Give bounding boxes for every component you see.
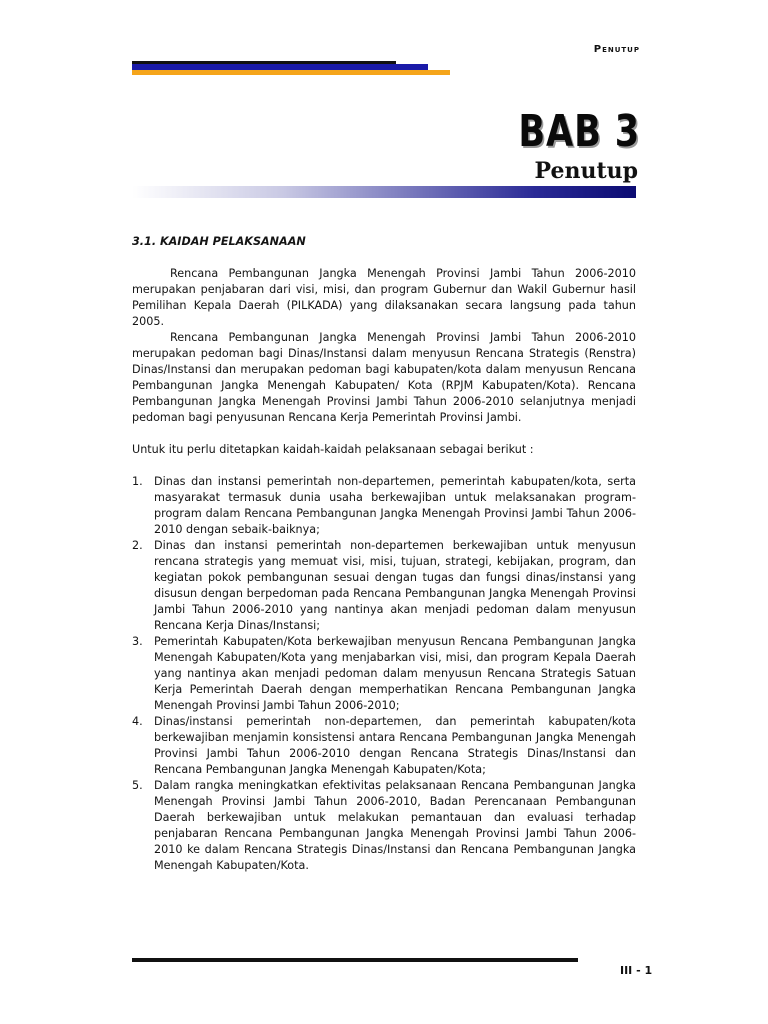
list-item-number: 5. <box>132 779 143 792</box>
list-item-text: Dinas/instansi pemerintah non-departemen, dan pemerintah kabupaten/kota berkewajiban menjamin konsistensi antara Rencana Pembangunan Jangka Menengah Provinsi Jambi Tahun 2006-2010 dengan Rencana Strategis Dinas/Instansi dan Rencana Pembangunan Jangka Menengah Kabupaten/Kota; <box>154 715 636 776</box>
list-item <box>132 538 636 634</box>
header-bar-orange <box>132 70 450 75</box>
intro-line: Untuk itu perlu ditetapkan kaidah-kaidah pelaksanaan sebagai berikut : <box>132 443 534 456</box>
paragraph: Rencana Pembangunan Jangka Menengah Provinsi Jambi Tahun 2006-2010 merupakan penjabaran dari visi, misi, dan program Gubernur dan Wakil Gubernur hasil Pemilihan Kepala Daerah (PILKADA) yang dilaksanakan secara langsung pada tahun 2005. <box>132 267 636 328</box>
spacer <box>132 426 636 442</box>
list-item-number: 2. <box>132 539 143 552</box>
list-item-number: 1. <box>132 475 143 488</box>
running-header: Penutup <box>593 44 640 55</box>
footer-rule <box>132 958 578 962</box>
list-item <box>132 634 636 714</box>
spacer <box>132 458 636 474</box>
document-body <box>132 234 636 874</box>
list-item-number: 4. <box>132 715 143 728</box>
chapter-number: BAB 3 <box>518 106 640 157</box>
page-number: III - 1 <box>620 964 653 977</box>
section-heading: 3.1. KAIDAH PELAKSANAAN <box>132 235 306 248</box>
list-item <box>132 474 636 538</box>
list-item-text: Dalam rangka meningkatkan efektivitas pelaksanaan Rencana Pembangunan Jangka Menengah Provinsi Jambi Tahun 2006-2010, Badan Perencanaan Pembangunan Daerah berkewajiban untuk melakukan pemantauan dan evaluasi terhadap penjabaran Rencana Pembangunan Jangka Menengah Provinsi Jambi Tahun 2006-2010 ke dalam Rencana Strategis Dinas/Instansi dan Rencana Pembangunan Jangka Menengah Kabupaten/Kota. <box>154 779 636 872</box>
list-item <box>132 778 636 874</box>
rules-list <box>132 474 636 874</box>
list-item-text: Pemerintah Kabupaten/Kota berkewajiban menyusun Rencana Pembangunan Jangka Menengah Kabupaten/Kota yang menjabarkan visi, misi, dan program Kepala Daerah yang nantinya akan menjadi pedoman dalam menyusun Rencana Strategis Satuan Kerja Pemerintah Daerah dengan memperhatikan Rencana Pembangunan Jangka Menengah Provinsi Jambi Tahun 2006-2010; <box>154 635 636 712</box>
chapter-title-rule <box>132 186 636 198</box>
list-item-text: Dinas dan instansi pemerintah non-departemen, pemerintah kabupaten/kota, serta masyarakat termasuk dunia usaha berkewajiban untuk melaksanakan program-program dalam Rencana Pembangunan Jangka Menengah Provinsi Jambi Tahun 2006-2010 dengan sebaik-baiknya; <box>154 475 636 536</box>
chapter-title: Penutup <box>534 158 638 184</box>
list-item-number: 3. <box>132 635 143 648</box>
list-item-text: Dinas dan instansi pemerintah non-departemen berkewajiban untuk menyusun rencana strategis yang memuat visi, misi, tujuan, strategi, kebijakan, program, dan kegiatan pokok pembangunan sesuai dengan tugas dan fungsi dinas/instansi yang disusun dengan berpedoman pada Rencana Pembangunan Jangka Menengah Provinsi Jambi Tahun 2006-2010 yang nantinya akan menjadi pedoman dalam menyusun Rencana Kerja Dinas/Instansi; <box>154 539 636 632</box>
list-item <box>132 714 636 778</box>
paragraph: Rencana Pembangunan Jangka Menengah Provinsi Jambi Tahun 2006-2010 merupakan pedoman bagi Dinas/Instansi dalam menyusun Rencana Strategis (Renstra) Dinas/Instansi dan merupakan pedoman bagi kabupaten/kota dalam menyusun Rencana Pembangunan Jangka Menengah Kabupaten/ Kota (RPJM Kabupaten/Kota). Rencana Pembangunan Jangka Menengah Provinsi Jambi Tahun 2006-2010 selanjutnya menjadi pedoman bagi penyusunan Rencana Kerja Pemerintah Provinsi Jambi. <box>132 331 636 424</box>
